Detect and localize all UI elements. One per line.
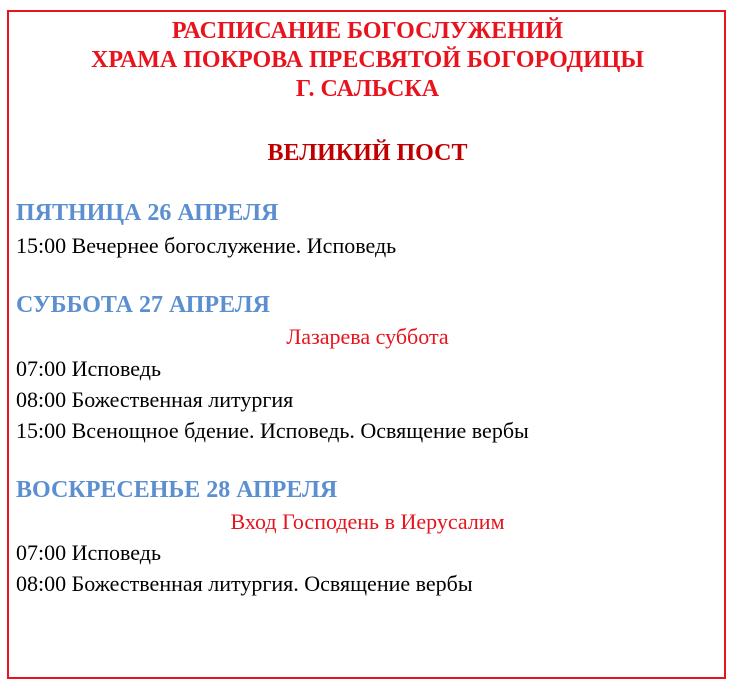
- service-item: 08:00 Божественная литургия: [16, 387, 294, 412]
- service-item: 07:00 Исповедь: [16, 540, 161, 565]
- feast-title-saturday: Лазарева суббота: [286, 324, 449, 349]
- title-line-2: ХРАМА ПОКРОВА ПРЕСВЯТОЙ БОГОРОДИЦЫ: [91, 47, 644, 73]
- schedule-title: [0, 17, 735, 104]
- title-line-1: РАСПИСАНИЕ БОГОСЛУЖЕНИЙ: [171, 18, 564, 44]
- title-line-3: Г. САЛЬСКА: [295, 76, 440, 102]
- service-item: 07:00 Исповедь: [16, 356, 161, 381]
- season-title: ВЕЛИКИЙ ПОСТ: [267, 140, 468, 166]
- service-item: 08:00 Божественная литургия. Освящение вербы: [16, 571, 473, 596]
- service-item: 15:00 Всенощное бдение. Исповедь. Освящение вербы: [16, 418, 529, 443]
- day-heading-sunday: ВОСКРЕСЕНЬЕ 28 АПРЕЛЯ: [16, 477, 338, 503]
- feast-title-sunday: Вход Господень в Иерусалим: [230, 509, 505, 534]
- service-item: 15:00 Вечернее богослужение. Исповедь: [16, 233, 397, 258]
- day-heading-friday: ПЯТНИЦА 26 АПРЕЛЯ: [16, 200, 279, 226]
- day-heading-saturday: СУББОТА 27 АПРЕЛЯ: [16, 292, 270, 318]
